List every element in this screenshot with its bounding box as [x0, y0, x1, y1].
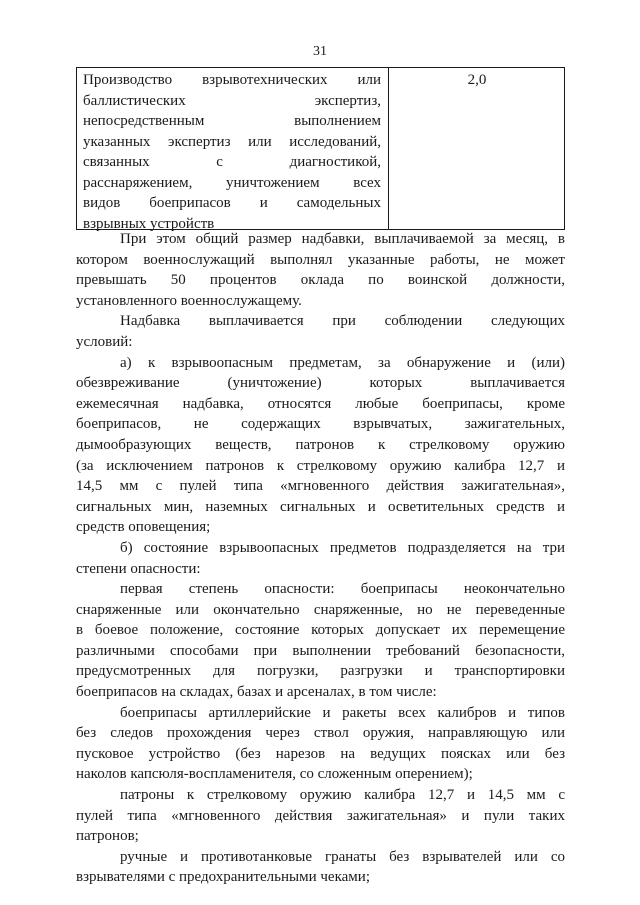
paragraph-line: боеприпасы артиллерийские и ракеты всех калибров и типов: [120, 704, 565, 721]
document-body: [76, 229, 565, 888]
paragraph-line: превышать 50 процентов оклада по воинской должности,: [76, 272, 565, 289]
paragraph-line: б) состояние взрывоопасных предметов подразделяется на три: [120, 539, 565, 556]
paragraph-line: боеприпасов, не содержащих взрывчатых, зажигательных,: [76, 416, 565, 433]
paragraph-line: обезвреживание (уничтожение) которых выплачивается: [76, 375, 565, 392]
paragraph-line: а) к взрывоопасным предметам, за обнаружение и (или): [120, 354, 565, 371]
paragraph-line: в боевое положение, состояние которых допускает их перемещение: [76, 622, 565, 639]
paragraph-line: (за исключением патронов к стрелковому оружию калибра 12,7 и: [76, 457, 565, 474]
table-cell-line: взрывных устройств: [83, 215, 215, 232]
table-cell-line: видов боеприпасов и самодельных: [83, 195, 381, 211]
table-cell-line: баллистических экспертиз,: [83, 92, 381, 109]
table-cell-line: непосредственным выполнением: [83, 113, 381, 129]
paragraph-line: пулей типа «мгновенного действия зажигательная» и пули таких: [76, 807, 565, 824]
table-cell-line: Производство взрывотехнических или: [83, 72, 381, 88]
allowance-table: [76, 67, 565, 230]
paragraph-line: снаряженные или окончательно снаряженные, но не переведенные: [76, 601, 565, 618]
page-number: 31: [313, 44, 327, 59]
paragraph-line: пусковое устройство (без нарезов на ведущих поясках или без: [76, 745, 565, 762]
paragraph-line: взрывателями с предохранительными чеками;: [76, 869, 370, 886]
paragraph-line: котором военнослужащий выполнял указанные работы, не может: [76, 251, 565, 268]
paragraph-line: Надбавка выплачивается при соблюдении следующих: [120, 313, 565, 330]
paragraph-line: условий:: [76, 333, 133, 350]
paragraph-line: первая степень опасности: боеприпасы неокончательно: [120, 581, 565, 598]
paragraph-line: различными способами при выполнении требований безопасности,: [76, 642, 565, 659]
paragraph-line: патроны к стрелковому оружию калибра 12,7 и 14,5 мм с: [120, 787, 565, 804]
paragraph-line: ручные и противотанковые гранаты без взрывателей или со: [120, 848, 565, 865]
paragraph-line: средств оповещения;: [76, 519, 211, 536]
table-coefficient-value: 2,0: [467, 72, 487, 88]
paragraph-line: наколов капсюля-воспламенителя, со сложенным оперением);: [76, 766, 473, 783]
table-column-divider: [388, 68, 389, 229]
paragraph-line: без следов прохождения через ствол оружия, направляющую или: [76, 725, 565, 742]
table-cell-line: указанных экспертиз или исследований,: [83, 133, 381, 150]
paragraph-line: сигнальных мин, наземных сигнальных и осветительных средств и: [76, 498, 565, 515]
table-cell-line: связанных с диагностикой,: [83, 154, 381, 170]
paragraph-line: боеприпасов на складах, базах и арсеналах, в том числе:: [76, 684, 437, 701]
paragraph-line: 14,5 мм с пулей типа «мгновенного действия зажигательная»,: [76, 478, 565, 495]
paragraph-line: дымообразующих веществ, патронов к стрелковому оружию: [76, 436, 565, 453]
paragraph-line: установленного военнослужащему.: [76, 292, 302, 309]
paragraph-line: степени опасности:: [76, 560, 201, 577]
paragraph-line: При этом общий размер надбавки, выплачиваемой за месяц, в: [120, 231, 565, 247]
paragraph-line: патронов;: [76, 828, 139, 845]
paragraph-line: предусмотренных для погрузки, разгрузки и транспортировки: [76, 663, 565, 680]
table-cell-line: расснаряжением, уничтожением всех: [83, 174, 381, 191]
table-activity-cell: [83, 70, 381, 234]
paragraph-line: ежемесячная надбавка, относятся любые боеприпасы, кроме: [76, 395, 565, 412]
